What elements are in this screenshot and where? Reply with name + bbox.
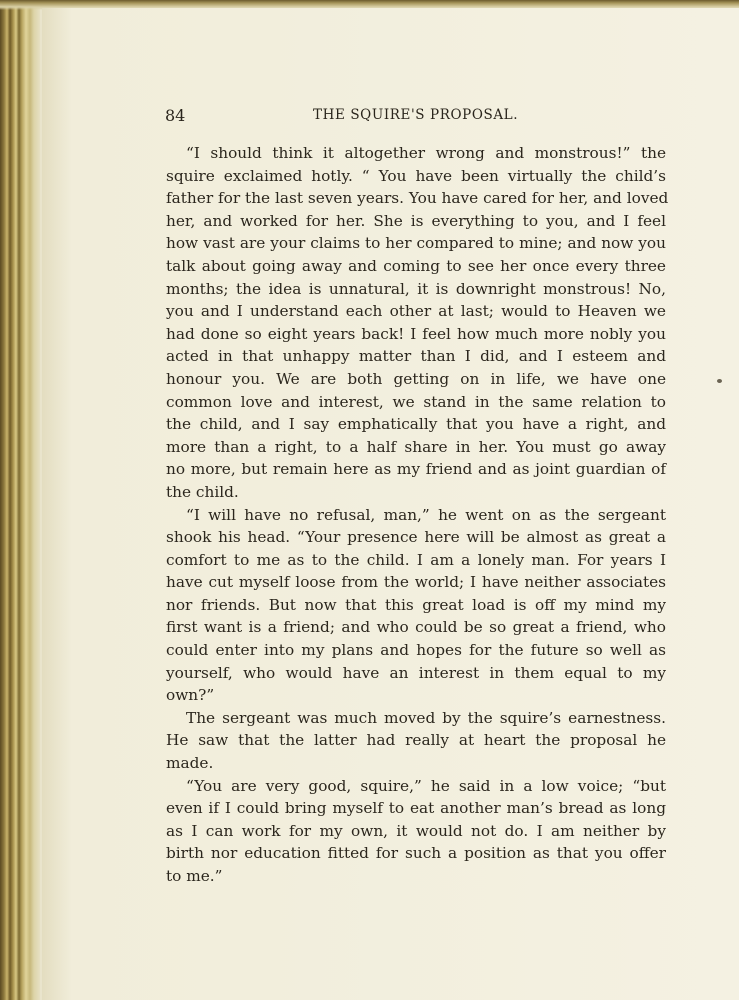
text-line: birth nor education fitted for such a position as that you offer <box>166 844 666 863</box>
text-line: as I can work for my own, it would not do. I am neither by <box>166 821 666 840</box>
text-line: common love and interest, we stand in the same relation to <box>166 392 666 411</box>
page-header <box>165 106 665 128</box>
text-line: “You are very good, squire,” he said in a low voice; “but <box>186 776 666 795</box>
text-line: could enter into my plans and hopes for the future so well as <box>166 641 666 660</box>
book-spine <box>0 0 40 1000</box>
text-line: the child, and I say emphatically that you have a right, and <box>166 415 666 434</box>
page-number: 84 <box>165 106 186 125</box>
text-line: He saw that the latter had really at heart the proposal he <box>166 731 666 750</box>
text-line: the child. <box>166 482 239 501</box>
text-line: talk about going away and coming to see her once every three <box>166 256 666 275</box>
text-line: no more, but remain here as my friend and as joint guardian of <box>166 460 666 479</box>
body-text <box>166 142 669 888</box>
margin-mark <box>717 379 722 383</box>
text-line: comfort to me as to the child. I am a lonely man. For years I <box>166 550 666 569</box>
text-line: even if I could bring myself to eat another man’s bread as long <box>166 799 666 818</box>
text-line: shook his head. “Your presence here will be almost as great a <box>166 528 666 547</box>
text-line: her, and worked for her. She is everything to you, and I feel <box>166 211 666 230</box>
text-line: made. <box>166 754 214 773</box>
running-title: THE SQUIRE'S PROPOSAL. <box>313 107 519 123</box>
text-line: “I should think it altogether wrong and monstrous!” the <box>186 144 666 162</box>
text-line: have cut myself loose from the world; I have neither associates <box>166 573 666 592</box>
text-line: squire exclaimed hotly. “ You have been virtually the child’s <box>166 166 666 185</box>
text-line: nor friends. But now that this great load is off my mind my <box>166 595 666 614</box>
text-line: had done so eight years back! I feel how much more nobly you <box>166 324 666 343</box>
text-line: own?” <box>166 686 215 705</box>
text-line: father for the last seven years. You have cared for her, and loved <box>166 189 669 208</box>
text-line: you and I understand each other at last; would to Heaven we <box>166 302 666 321</box>
text-line: how vast are your claims to her compared to mine; and now you <box>166 234 666 253</box>
text-line: first want is a friend; and who could be so great a friend, who <box>166 618 666 637</box>
text-line: months; the idea is unnatural, it is downright monstrous! No, <box>166 279 666 298</box>
text-line: The sergeant was much moved by the squire’s earnestness. <box>186 708 666 727</box>
text-line: to me.” <box>166 867 223 885</box>
text-line: yourself, who would have an interest in them equal to my <box>166 663 666 682</box>
text-line: honour you. We are both getting on in life, we have one <box>166 369 666 388</box>
text-line: more than a right, to a half share in her. You must go away <box>166 437 666 456</box>
text-line: “I will have no refusal, man,” he went on as the sergeant <box>186 505 666 524</box>
text-line: acted in that unhappy matter than I did, and I esteem and <box>166 347 666 366</box>
